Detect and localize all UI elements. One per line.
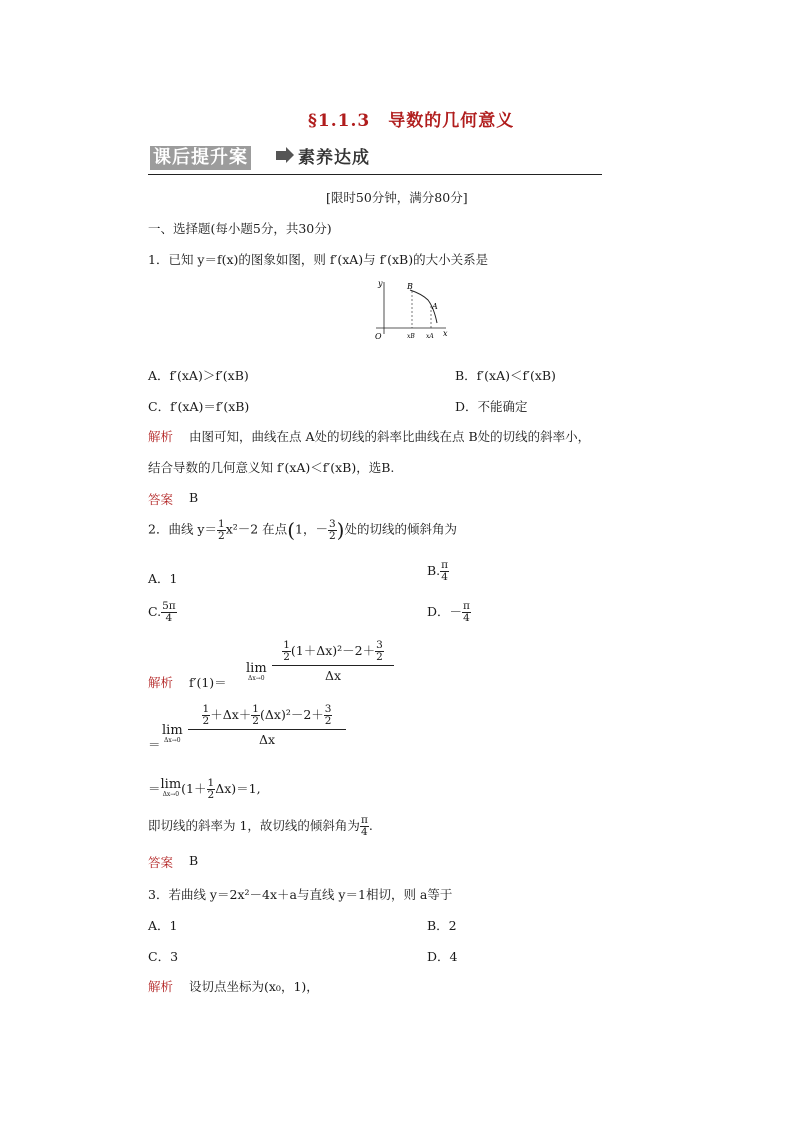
q2-option-c: C. $\frac{5\pi}{4}$ xyxy=(148,600,176,624)
graph-point-b: B xyxy=(407,282,413,291)
banner-tag: 课后提升案 xyxy=(150,146,251,170)
page-title: §1.1.3 导数的几何意义 xyxy=(308,111,515,131)
q2-solution-fraction-1: $\frac{1}{2}$ (1＋Δx)²－2＋ $\frac{3}{2}$ Δx xyxy=(272,640,394,683)
q3-option-c: C．3 xyxy=(148,949,179,964)
banner-subtitle: 素养达成 xyxy=(298,148,370,168)
q2-option-d: D．－ $\frac{\pi}{4}$ xyxy=(427,600,470,624)
lim-2: lim Δx→0 xyxy=(162,723,183,744)
q2-stem-post: 处的切线的倾斜角为 xyxy=(344,521,457,537)
question-1-stem: 1．已知 y＝f(x)的图象如图，则 f′(xA)与 f′(xB)的大小关系是 xyxy=(148,252,489,267)
q1-solution-label: 解析 xyxy=(148,429,174,444)
section-heading: 一、选择题(每小题5分，共30分) xyxy=(148,221,332,236)
fraction-half: $\frac{1}{2}$ xyxy=(218,517,225,542)
question-3-stem: 3．若曲线 y＝2x²－4x＋a与直线 y＝1相切，则 a等于 xyxy=(148,887,453,902)
q2-solution-label: 解析 xyxy=(148,675,174,690)
q1-answer: B xyxy=(189,490,199,505)
q1-option-d: D．不能确定 xyxy=(455,399,528,414)
q1-solution-line2: 结合导数的几何意义知 f′(xA)＜f′(xB)，选B. xyxy=(148,460,395,475)
q2-stem-pre: 2．曲线 y＝ xyxy=(148,521,217,537)
q1-solution-line1: 由图可知，曲线在点 A处的切线的斜率比曲线在点 B处的切线的斜率小， xyxy=(189,429,591,444)
time-limit: [限时50分钟，满分80分] xyxy=(326,190,468,205)
lim-1: lim Δx→0 xyxy=(246,661,267,682)
q3-solution-label: 解析 xyxy=(148,979,174,994)
q1-answer-label: 答案 xyxy=(148,492,174,507)
q2-stem-mid: x²－2 在点 xyxy=(225,521,288,537)
graph-y-label: y xyxy=(378,279,383,288)
fraction-three-halves: $\frac{3}{2}$ xyxy=(328,517,336,542)
q2-option-b: B. $\frac{\pi}{4}$ xyxy=(427,559,449,583)
q2-conclusion: 即切线的斜率为 1，故切线的倾斜角为 $\frac{\pi}{4}$ . xyxy=(148,814,373,838)
graph-xa-label: xA xyxy=(426,333,434,340)
q1-option-c: C．f′(xA)＝f′(xB) xyxy=(148,399,250,414)
q2-answer-label: 答案 xyxy=(148,855,174,870)
graph-point-a: A xyxy=(432,302,438,311)
q2-option-a: A．1 xyxy=(148,571,178,586)
q2-solution-line3: ＝ lim Δx→0 (1＋ $\frac{1}{2}$ Δx)＝1, xyxy=(148,776,261,801)
arrow-icon xyxy=(276,151,288,160)
q1-option-a: A．f′(xA)＞f′(xB) xyxy=(148,368,249,383)
q3-option-b: B．2 xyxy=(427,918,457,933)
graph-x-label: x xyxy=(443,329,448,338)
section-banner xyxy=(148,146,602,175)
q1-option-b: B．f′(xA)＜f′(xB) xyxy=(455,368,556,383)
question-2-stem: 2．曲线 y＝ $\frac{1}{2}$ x²－2 在点(1，－ $\frac{3}{2}$ )处的切线的倾斜角为 xyxy=(148,517,457,542)
function-graph xyxy=(370,276,454,346)
graph-origin: O xyxy=(375,332,382,341)
q2-solution-fraction-2: $\frac{1}{2}$ ＋Δx＋ $\frac{1}{2}$ (Δx)²－2＋ $\frac{3}{2}$ Δx xyxy=(188,704,346,747)
graph-xb-label: xB xyxy=(407,333,415,340)
q3-solution: 设切点坐标为(x₀，1)， xyxy=(189,979,319,994)
q3-option-d: D．4 xyxy=(427,949,458,964)
q2-solution-lhs: f′(1)＝ xyxy=(189,675,227,690)
q2-answer: B xyxy=(189,853,199,868)
q3-option-a: A．1 xyxy=(148,918,178,933)
